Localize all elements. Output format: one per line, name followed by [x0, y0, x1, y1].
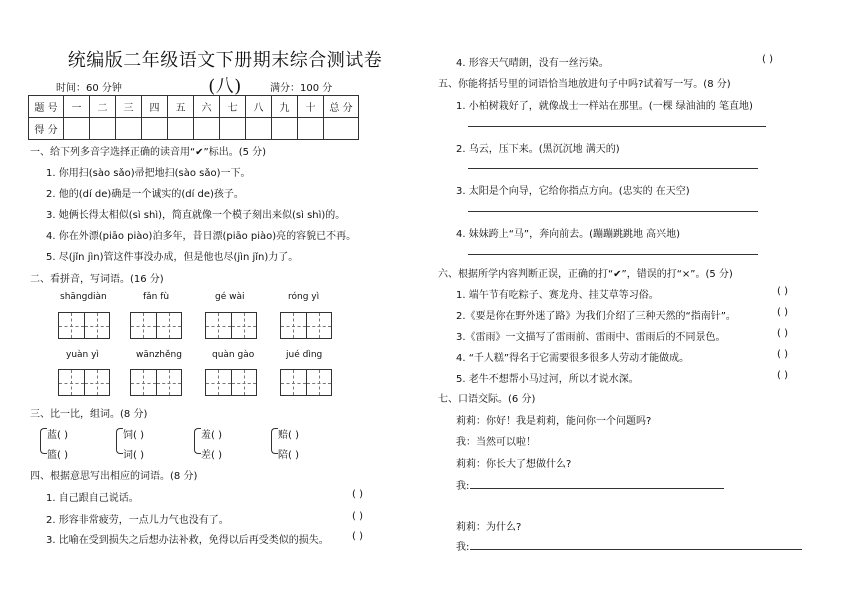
score-cell[interactable]	[168, 118, 194, 140]
section6-heading: 六、根据所学内容判断正误，正确的打“✔”，错误的打“×”。(5 分)	[438, 269, 733, 280]
writing-grid[interactable]	[280, 312, 332, 339]
section3-heading: 三、比一比，组词。(8 分)	[30, 409, 148, 420]
answer-line[interactable]	[468, 254, 758, 255]
score-cell[interactable]	[324, 118, 359, 140]
dialog-line: 莉莉：你长大了想做什么?	[456, 459, 572, 470]
answer-blank[interactable]: ( )	[352, 511, 363, 522]
score-header-cell: 七	[220, 96, 246, 118]
score-header-cell: 六	[194, 96, 220, 118]
compare-word[interactable]: 词( )	[123, 450, 144, 461]
section2-heading: 二、看拼音，写词语。(16 分)	[30, 274, 164, 285]
score-header-cell: 总 分	[324, 96, 359, 118]
score-cell[interactable]	[298, 118, 324, 140]
pinyin-label: gé wài	[215, 292, 245, 302]
pinyin-label: fǎn fù	[143, 292, 170, 302]
dialog-line: 莉莉：你好！我是莉莉，能问你一个问题吗?	[456, 416, 652, 427]
score-header-cell: 一	[64, 96, 90, 118]
score-cell[interactable]	[246, 118, 272, 140]
answer-line[interactable]	[468, 168, 758, 169]
score-header-cell: 八	[246, 96, 272, 118]
section4-item: 1. 自己跟自己说话。	[46, 493, 139, 504]
writing-grid[interactable]	[280, 369, 332, 396]
section4-item: 4. 形容天气晴朗，没有一丝污染。	[456, 58, 609, 69]
score-header-cell: 四	[142, 96, 168, 118]
compare-word[interactable]: 篮( )	[47, 450, 68, 461]
right-column	[430, 0, 860, 608]
section6-item: 3.《雷雨》一文描写了雷雨前、雷雨中、雷雨后的不同景色。	[456, 332, 726, 343]
writing-grid[interactable]	[130, 369, 182, 396]
score-header-cell: 二	[90, 96, 116, 118]
brace-icon	[271, 428, 278, 454]
answer-blank[interactable]: ( )	[777, 307, 788, 318]
score-cell[interactable]	[64, 118, 90, 140]
answer-line[interactable]	[470, 488, 724, 489]
answer-blank[interactable]: ( )	[777, 328, 788, 339]
dialog-line: 我:	[456, 542, 470, 553]
section1-heading: 一、给下列多音字选择正确的读音用“✔”标出。(5 分)	[30, 147, 267, 158]
answer-blank[interactable]: ( )	[352, 489, 363, 500]
brace-icon	[116, 428, 123, 454]
score-header-cell: 九	[272, 96, 298, 118]
writing-grid[interactable]	[205, 369, 257, 396]
time-limit: 时间：60 分钟	[56, 83, 122, 94]
pinyin-label: wānzhěng	[136, 350, 182, 360]
answer-blank[interactable]: ( )	[777, 286, 788, 297]
section6-item: 1. 端午节有吃粽子、赛龙舟、挂艾草等习俗。	[456, 290, 659, 301]
compare-word[interactable]: 陪( )	[278, 450, 299, 461]
writing-grid[interactable]	[205, 312, 257, 339]
answer-blank[interactable]: ( )	[777, 349, 788, 360]
section1-item: 3. 她俩长得太相似(sì shì)，简直就像一个模子刻出来似(sì shì)的。	[46, 210, 346, 221]
section6-item: 4. “千人糕”得名于它需要很多很多人劳动才能做成。	[456, 353, 690, 364]
pinyin-label: yuàn yì	[66, 350, 99, 360]
answer-line[interactable]	[468, 126, 766, 127]
section1-item: 1. 你用扫(sào sǎo)帚把地扫(sào sǎo)一下。	[46, 168, 251, 179]
section1-item: 2. 他的(dí de)确是一个诚实的(dí de)孩子。	[46, 189, 244, 200]
score-cell[interactable]	[194, 118, 220, 140]
score-cell[interactable]	[272, 118, 298, 140]
full-score: 满分：100 分	[270, 83, 333, 94]
pinyin-label: quàn gào	[212, 350, 255, 360]
score-header-cell: 题 号	[29, 96, 64, 118]
left-column	[0, 0, 420, 608]
pinyin-label: shāngdiàn	[60, 292, 107, 302]
brace-icon	[194, 428, 201, 454]
score-table-header-row	[29, 96, 359, 118]
compare-word[interactable]: 饲( )	[123, 430, 144, 441]
compare-word[interactable]: 差( )	[201, 450, 222, 461]
page-title: 统编版二年级语文下册期末综合测试卷(八)	[67, 50, 383, 97]
score-header-cell: 十	[298, 96, 324, 118]
section4-item: 3. 比喻在受到损失之后想办法补救，免得以后再受类似的损失。	[46, 535, 329, 546]
score-header-cell: 三	[116, 96, 142, 118]
section4-heading: 四、根据意思写出相应的词语。(8 分)	[30, 471, 198, 482]
score-table	[28, 95, 359, 140]
brace-icon	[40, 428, 47, 454]
score-header-cell: 五	[168, 96, 194, 118]
section6-item: 5. 老牛不想帮小马过河，所以才说水深。	[456, 374, 639, 385]
writing-grid[interactable]	[58, 312, 110, 339]
section5-item: 3. 太阳是个向导，它给你指点方向。(忠实的 在天空)	[456, 186, 690, 197]
section5-item: 2. 乌云，压下来。(黑沉沉地 满天的)	[456, 144, 620, 155]
writing-grid[interactable]	[58, 369, 110, 396]
section4-item: 2. 形容非常疲劳，一点儿力气也没有了。	[46, 515, 229, 526]
dialog-line: 莉莉：为什么?	[456, 522, 522, 533]
answer-blank[interactable]: ( )	[777, 370, 788, 381]
section7-heading: 七、口语交际。(6 分)	[438, 394, 536, 405]
compare-word[interactable]: 羞( )	[201, 430, 222, 441]
dialog-line: 我:	[456, 481, 470, 492]
section5-item: 4. 妹妹跨上“马”，奔向前去。(蹦蹦跳跳地 高兴地)	[456, 229, 681, 240]
score-cell[interactable]	[142, 118, 168, 140]
score-cell[interactable]	[116, 118, 142, 140]
score-cell[interactable]	[220, 118, 246, 140]
answer-line[interactable]	[470, 549, 802, 550]
section1-item: 5. 尽(jǐn jìn)管这件事没办成，但是他也尽(jìn jǐn)力了。	[46, 252, 299, 263]
section6-item: 2.《要是你在野外迷了路》为我们介绍了三种天然的“指南针”。	[456, 311, 736, 322]
answer-line[interactable]	[468, 211, 758, 212]
compare-word[interactable]: 赔( )	[278, 430, 299, 441]
answer-blank[interactable]: ( )	[352, 531, 363, 542]
pinyin-label: jué dìng	[286, 350, 323, 360]
score-cell[interactable]	[90, 118, 116, 140]
score-row-label: 得 分	[29, 118, 64, 140]
section1-item: 4. 你在外漂(piāo piào)泊多年，昔日漂(piāo piào)亮的容貌已不再。	[46, 231, 357, 242]
compare-word[interactable]: 蓝( )	[47, 430, 68, 441]
answer-blank[interactable]: ( )	[762, 54, 773, 65]
dialog-line: 我：当然可以啦！	[456, 437, 536, 448]
pinyin-label: róng yì	[288, 292, 320, 302]
section5-item: 1. 小柏树栽好了，就像战士一样站在那里。(一棵 绿油油的 笔直地)	[456, 101, 753, 112]
section5-heading: 五、你能将括号里的词语恰当地放进句子中吗?试着写一写。(8 分)	[438, 79, 731, 90]
score-table-score-row	[29, 118, 359, 140]
writing-grid[interactable]	[130, 312, 182, 339]
